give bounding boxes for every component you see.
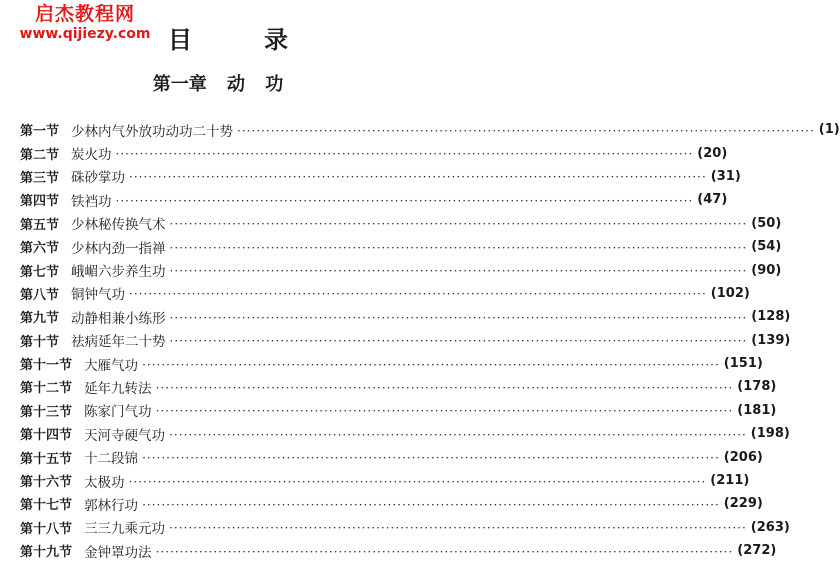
close-paren: ) <box>721 145 728 161</box>
toc-section-char: 节 <box>46 334 60 350</box>
toc-row <box>0 118 840 141</box>
toc-section-char: 第 <box>20 170 34 186</box>
toc-row <box>0 165 741 188</box>
close-paren: ) <box>775 262 782 278</box>
open-paren: ( <box>697 145 704 161</box>
toc-entry-title: 峨嵋六步养生功 <box>71 264 166 281</box>
open-paren: ( <box>750 519 757 535</box>
toc-section-char: 第 <box>20 147 34 163</box>
toc-section-label <box>20 307 59 326</box>
toc-section-label <box>20 541 72 560</box>
toc-section-char: 第 <box>20 124 34 140</box>
toc-page-ref <box>724 356 763 371</box>
toc-page-number: 198 <box>756 426 784 442</box>
toc-entry-title: 十二段锦 <box>84 451 139 468</box>
toc-page-ref <box>751 216 781 231</box>
toc-page-number: 47 <box>703 192 722 208</box>
toc-section-char: 十 <box>33 521 47 537</box>
toc-page-number: 178 <box>743 379 771 395</box>
toc-section-char: 一 <box>46 358 60 374</box>
open-paren: ( <box>723 356 730 372</box>
toc-page-ref <box>724 450 763 465</box>
toc-section-label <box>20 237 59 256</box>
toc-dot-leader: ························································································································ <box>169 521 747 536</box>
toc-section-char: 第 <box>20 334 34 350</box>
toc-section-char: 八 <box>46 521 60 537</box>
close-paren: ) <box>775 215 782 231</box>
open-paren: ( <box>697 192 704 208</box>
watermark-site-url: www.qijiezy.com <box>19 25 151 42</box>
toc-entry-title: 少林内劲一指禅 <box>71 240 166 257</box>
toc-dot-leader: ························································································································ <box>169 217 748 232</box>
page-title <box>168 20 288 55</box>
open-paren: ( <box>710 473 717 489</box>
toc-section-char: 第 <box>20 194 34 210</box>
toc-section-char: 第 <box>20 498 34 514</box>
toc-section-char: 节 <box>59 381 73 397</box>
toc-entry-title: 太极功 <box>84 474 125 491</box>
toc-entry-title: 陈家门气功 <box>84 404 152 421</box>
toc-dot-leader: ························································································································ <box>237 123 815 138</box>
toc-dot-leader: ························································································································ <box>129 287 707 302</box>
toc-page-number: 128 <box>757 309 785 325</box>
close-paren: ) <box>775 239 782 255</box>
toc-section-char: 八 <box>33 287 47 303</box>
close-paren: ) <box>734 168 741 184</box>
toc-page-number: 50 <box>757 215 776 231</box>
toc-section-char: 第 <box>20 545 34 561</box>
toc-section-char: 节 <box>46 241 60 257</box>
toc-section-label <box>20 190 59 209</box>
open-paren: ( <box>737 543 744 559</box>
toc-row <box>0 305 791 328</box>
toc-row <box>0 422 790 445</box>
toc-entry-title: 动静相兼小练形 <box>71 310 166 327</box>
toc-page-number: 206 <box>729 449 757 465</box>
open-paren: ( <box>723 496 730 512</box>
toc-row <box>0 141 728 164</box>
toc-dot-leader: ························································································································ <box>169 334 748 349</box>
chapter-title: 第一章 动 功 <box>152 74 284 95</box>
toc-entry-title: 郭林行功 <box>84 497 139 514</box>
toc-section-label <box>20 284 59 303</box>
toc-dot-leader: ························································································································ <box>129 170 707 185</box>
toc-section-char: 节 <box>46 124 60 140</box>
toc-page-ref <box>751 263 781 278</box>
toc-page-ref <box>737 403 776 418</box>
toc-section-char: 十 <box>33 545 47 561</box>
toc-page-number: 20 <box>703 145 722 161</box>
toc-page-ref <box>711 286 750 301</box>
toc-entry-title: 少林内气外放功动功二十势 <box>71 123 234 140</box>
toc-section-label <box>20 214 59 233</box>
toc-page-ref <box>710 473 749 488</box>
toc-row <box>0 329 791 352</box>
close-paren: ) <box>784 332 791 348</box>
close-paren: ) <box>756 496 763 512</box>
toc-row <box>0 516 790 539</box>
toc-row <box>0 445 763 468</box>
toc-dot-leader: ························································································································ <box>155 404 734 419</box>
toc-section-char: 第 <box>20 241 34 257</box>
toc-section-label <box>20 518 72 537</box>
toc-section-char: 第 <box>20 404 34 420</box>
close-paren: ) <box>770 402 777 418</box>
toc-page-ref <box>697 146 727 161</box>
toc-section-char: 第 <box>20 358 34 374</box>
toc-section-char: 节 <box>46 147 60 163</box>
toc-dot-leader: ························································································································ <box>142 357 720 372</box>
toc-page-ref <box>751 309 790 324</box>
toc-section-char: 节 <box>59 451 73 467</box>
toc-page-number: 151 <box>729 356 757 372</box>
toc-page-number: 102 <box>716 285 744 301</box>
toc-section-char: 节 <box>46 194 60 210</box>
toc-section-char: 节 <box>59 404 73 420</box>
close-paren: ) <box>833 122 840 138</box>
toc-section-label <box>20 354 72 373</box>
toc-page-number: 272 <box>743 543 771 559</box>
toc-section-label <box>20 331 59 350</box>
page-title-char: 录 <box>264 25 288 54</box>
toc-section-char: 十 <box>33 451 47 467</box>
toc-page-ref <box>751 333 790 348</box>
close-paren: ) <box>743 285 750 301</box>
toc-section-char: 十 <box>33 358 47 374</box>
toc-page-ref <box>751 426 790 441</box>
toc-section-char: 十 <box>33 404 47 420</box>
toc-section-char: 节 <box>46 264 60 280</box>
table-of-contents <box>0 118 840 562</box>
toc-row <box>0 375 777 398</box>
toc-section-char: 节 <box>59 428 73 444</box>
open-paren: ( <box>818 122 825 138</box>
toc-page-number: 31 <box>716 168 735 184</box>
open-paren: ( <box>723 449 730 465</box>
toc-page-ref <box>819 122 840 137</box>
toc-section-label <box>20 401 72 420</box>
open-paren: ( <box>737 379 744 395</box>
toc-entry-title: 少林秘传换气术 <box>71 217 166 234</box>
toc-section-label <box>20 120 59 139</box>
toc-section-label <box>20 471 72 490</box>
toc-section-char: 十 <box>33 475 47 491</box>
page-title-char: 目 <box>168 25 192 54</box>
toc-section-char: 节 <box>46 217 60 233</box>
toc-dot-leader: ························································································································ <box>115 147 694 162</box>
toc-page-number: 139 <box>757 332 785 348</box>
toc-section-char: 三 <box>33 170 47 186</box>
toc-section-char: 六 <box>46 475 60 491</box>
toc-section-char: 十 <box>33 381 47 397</box>
toc-page-number: 263 <box>756 519 784 535</box>
toc-row <box>0 492 763 515</box>
toc-entry-title: 天河寺硬气功 <box>84 427 166 444</box>
open-paren: ( <box>737 402 744 418</box>
toc-section-char: 四 <box>46 428 60 444</box>
toc-section-char: 五 <box>33 217 47 233</box>
toc-section-char: 一 <box>33 124 47 140</box>
close-paren: ) <box>743 473 750 489</box>
toc-page-number: 1 <box>824 122 834 138</box>
close-paren: ) <box>756 356 763 372</box>
toc-section-char: 七 <box>33 264 47 280</box>
toc-entry-title: 铜钟气功 <box>71 287 126 304</box>
toc-dot-leader: ························································································································ <box>169 427 747 442</box>
toc-row <box>0 212 782 235</box>
toc-page-number: 54 <box>757 239 776 255</box>
toc-section-char: 节 <box>59 498 73 514</box>
toc-section-char: 三 <box>46 404 60 420</box>
toc-section-char: 第 <box>20 381 34 397</box>
toc-section-char: 节 <box>46 311 60 327</box>
toc-row <box>0 539 777 562</box>
close-paren: ) <box>721 192 728 208</box>
toc-section-label <box>20 424 72 443</box>
toc-section-char: 节 <box>59 545 73 561</box>
toc-section-label <box>20 494 72 513</box>
toc-section-label <box>20 144 59 163</box>
close-paren: ) <box>784 309 791 325</box>
toc-section-char: 第 <box>20 521 34 537</box>
toc-page-ref <box>724 496 763 511</box>
open-paren: ( <box>751 262 758 278</box>
close-paren: ) <box>783 519 790 535</box>
toc-page-number: 90 <box>757 262 776 278</box>
toc-section-char: 六 <box>33 241 47 257</box>
watermark <box>14 4 156 42</box>
toc-section-char: 二 <box>33 147 47 163</box>
toc-dot-leader: ························································································································ <box>128 474 707 489</box>
toc-entry-title: 金钟罩功法 <box>84 544 152 561</box>
toc-section-char: 第 <box>20 428 34 444</box>
toc-row <box>0 352 763 375</box>
open-paren: ( <box>751 239 758 255</box>
toc-row <box>0 469 750 492</box>
toc-dot-leader: ························································································································ <box>169 240 748 255</box>
toc-page-number: 229 <box>729 496 757 512</box>
open-paren: ( <box>710 168 717 184</box>
toc-page-ref <box>737 379 776 394</box>
open-paren: ( <box>751 215 758 231</box>
close-paren: ) <box>770 379 777 395</box>
toc-page-ref <box>751 520 790 535</box>
toc-page-number: 211 <box>716 473 744 489</box>
toc-section-char: 二 <box>46 381 60 397</box>
toc-section-char: 十 <box>33 334 47 350</box>
toc-section-char: 第 <box>20 475 34 491</box>
toc-section-char: 九 <box>46 545 60 561</box>
toc-section-char: 四 <box>33 194 47 210</box>
toc-entry-title: 三三九乘元功 <box>84 521 166 538</box>
open-paren: ( <box>751 332 758 348</box>
toc-dot-leader: ························································································································ <box>169 264 748 279</box>
toc-section-char: 第 <box>20 217 34 233</box>
toc-section-char: 节 <box>59 475 73 491</box>
toc-section-char: 七 <box>46 498 60 514</box>
toc-row <box>0 282 750 305</box>
close-paren: ) <box>783 426 790 442</box>
toc-section-label <box>20 448 72 467</box>
toc-page-ref <box>751 239 781 254</box>
toc-page-number: 181 <box>743 402 771 418</box>
toc-section-char: 五 <box>46 451 60 467</box>
toc-entry-title: 炭火功 <box>71 147 112 164</box>
toc-page-ref <box>697 192 727 207</box>
toc-section-label <box>20 261 59 280</box>
toc-section-char: 节 <box>59 358 73 374</box>
toc-section-label <box>20 377 72 396</box>
toc-dot-leader: ························································································································ <box>115 193 694 208</box>
toc-section-char: 节 <box>59 521 73 537</box>
toc-dot-leader: ························································································································ <box>142 451 720 466</box>
toc-section-char: 第 <box>20 287 34 303</box>
toc-dot-leader: ························································································································ <box>155 544 734 559</box>
watermark-site-name: 启杰教程网 <box>34 3 135 25</box>
toc-dot-leader: ························································································································ <box>142 497 720 512</box>
toc-row <box>0 399 777 422</box>
open-paren: ( <box>710 285 717 301</box>
toc-dot-leader: ························································································································ <box>155 380 734 395</box>
toc-page-ref <box>737 543 776 558</box>
open-paren: ( <box>750 426 757 442</box>
close-paren: ) <box>756 449 763 465</box>
toc-row <box>0 235 782 258</box>
toc-section-char: 节 <box>46 287 60 303</box>
toc-dot-leader: ························································································································ <box>169 310 748 325</box>
toc-row <box>0 258 782 281</box>
toc-page-ref <box>711 169 741 184</box>
toc-section-char: 第 <box>20 311 34 327</box>
toc-row <box>0 188 728 211</box>
open-paren: ( <box>751 309 758 325</box>
toc-entry-title: 铁裆功 <box>71 193 112 210</box>
toc-section-char: 第 <box>20 264 34 280</box>
toc-section-char: 第 <box>20 451 34 467</box>
toc-section-char: 十 <box>33 498 47 514</box>
toc-entry-title: 祛病延年二十势 <box>71 334 166 351</box>
toc-section-char: 九 <box>33 311 47 327</box>
toc-section-label <box>20 167 59 186</box>
close-paren: ) <box>770 543 777 559</box>
toc-entry-title: 硃砂掌功 <box>71 170 126 187</box>
toc-section-char: 节 <box>46 170 60 186</box>
toc-entry-title: 大雁气功 <box>84 357 139 374</box>
toc-section-char: 十 <box>33 428 47 444</box>
toc-entry-title: 延年九转法 <box>84 380 152 397</box>
